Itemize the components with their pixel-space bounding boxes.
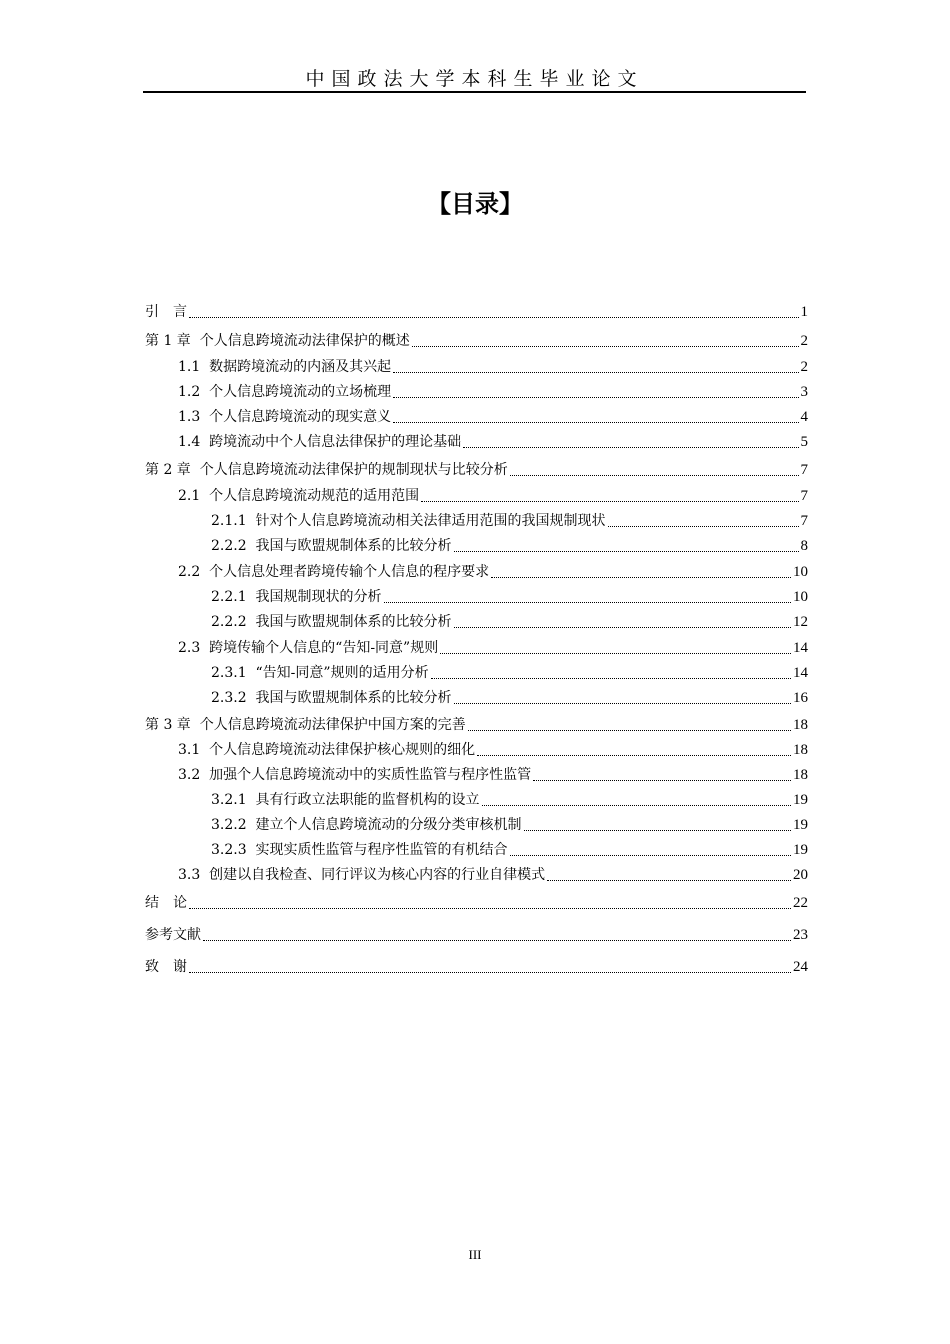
toc-leader-dots: [477, 755, 791, 756]
toc-entry-label: 第 2 章 个人信息跨境流动法律保护的规制现状与比较分析: [145, 462, 508, 478]
toc-leader-dots: [393, 397, 798, 398]
toc-leader-dots: [431, 678, 791, 679]
toc-entry-label: 3.3 创建以自我检查、同行评议为核心内容的行业自律模式: [178, 867, 546, 883]
toc-entry-page: 2: [800, 333, 808, 349]
toc-entry-label: 2.2.2 我国与欧盟规制体系的比较分析: [211, 538, 452, 554]
toc-leader-dots: [421, 501, 798, 502]
toc-entry-page: 20: [793, 867, 808, 883]
toc-entry-page: 18: [793, 742, 808, 758]
toc-leader-dots: [482, 805, 791, 806]
running-header: 中国政法大学本科生毕业论文: [305, 68, 644, 90]
toc-leader-dots: [510, 475, 799, 476]
toc-entry[interactable]: [145, 632, 808, 658]
toc-entry-label: 结 论: [145, 895, 187, 911]
toc-entry[interactable]: [145, 556, 808, 582]
toc-entry[interactable]: [145, 325, 808, 351]
toc-entry-label: 2.1.1 针对个人信息跨境流动相关法律适用范围的我国规制现状: [211, 513, 606, 529]
toc-entry-label: 第 1 章 个人信息跨境流动法律保护的概述: [145, 333, 410, 349]
toc-entry[interactable]: [145, 657, 808, 683]
toc-entry-page: 19: [793, 817, 808, 833]
toc-entry-page: 23: [793, 927, 808, 943]
toc-entry-label: 第 3 章 个人信息跨境流动法律保护中国方案的完善: [145, 717, 466, 733]
toc-entry-page: 1: [800, 304, 808, 320]
toc-entry[interactable]: [145, 809, 808, 835]
toc-entry-page: 19: [793, 792, 808, 808]
toc-entry[interactable]: [145, 784, 808, 810]
toc-entry-label: 2.2 个人信息处理者跨境传输个人信息的程序要求: [178, 564, 490, 580]
toc-entry-label: 1.4 跨境流动中个人信息法律保护的理论基础: [178, 434, 462, 450]
toc-entry-label: 3.2.3 实现实质性监管与程序性监管的有机结合: [211, 842, 508, 858]
toc-entry-page: 7: [800, 513, 808, 529]
toc-entry[interactable]: [145, 834, 808, 860]
toc-entry-label: 3.2.1 具有行政立法职能的监督机构的设立: [211, 792, 480, 808]
toc-entry[interactable]: [145, 351, 808, 377]
toc-entry-page: 18: [793, 767, 808, 783]
toc-entry-label: 1.2 个人信息跨境流动的立场梳理: [178, 384, 392, 400]
toc-leader-dots: [533, 780, 791, 781]
toc-leader-dots: [384, 602, 791, 603]
toc-entry[interactable]: [145, 426, 808, 452]
toc-leader-dots: [440, 653, 791, 654]
toc-leader-dots: [393, 372, 798, 373]
toc-entry-label: 2.3 跨境传输个人信息的“告知-同意”规则: [178, 640, 439, 656]
toc-entry[interactable]: [145, 951, 808, 977]
toc-entry-page: 14: [793, 665, 808, 681]
header-rule: [143, 91, 806, 93]
toc-entry[interactable]: [145, 401, 808, 427]
toc-leader-dots: [393, 422, 798, 423]
toc-entry[interactable]: [145, 734, 808, 760]
toc-entry-page: 18: [793, 717, 808, 733]
toc-leader-dots: [454, 551, 799, 552]
toc-leader-dots: [454, 627, 791, 628]
toc-entry-label: 2.2.1 我国规制现状的分析: [211, 589, 382, 605]
toc-entry-page: 3: [800, 384, 808, 400]
toc-entry-label: 2.3.2 我国与欧盟规制体系的比较分析: [211, 690, 452, 706]
toc-entry-label: 引 言: [145, 304, 187, 320]
toc-entry-label: 2.1 个人信息跨境流动规范的适用范围: [178, 488, 420, 504]
toc-entry[interactable]: [145, 859, 808, 885]
toc-leader-dots: [468, 730, 791, 731]
toc-entry-label: 3.2.2 建立个人信息跨境流动的分级分类审核机制: [211, 817, 522, 833]
toc-entry-page: 7: [800, 462, 808, 478]
toc-entry-label: 1.1 数据跨境流动的内涵及其兴起: [178, 359, 392, 375]
toc-title: 【目录】: [427, 190, 523, 218]
toc-entry[interactable]: [145, 480, 808, 506]
toc-entry[interactable]: [145, 505, 808, 531]
toc-entry[interactable]: [145, 296, 808, 322]
toc-entry[interactable]: [145, 759, 808, 785]
toc-leader-dots: [454, 703, 791, 704]
toc-entry-page: 7: [800, 488, 808, 504]
toc-entry[interactable]: [145, 454, 808, 480]
toc-entry-page: 2: [800, 359, 808, 375]
toc-entry-label: 1.3 个人信息跨境流动的现实意义: [178, 409, 392, 425]
toc-entry-page: 4: [800, 409, 808, 425]
toc-entry-page: 14: [793, 640, 808, 656]
toc-entry[interactable]: [145, 581, 808, 607]
toc-leader-dots: [524, 830, 791, 831]
toc-entry-label: 3.1 个人信息跨境流动法律保护核心规则的细化: [178, 742, 476, 758]
toc-entry[interactable]: [145, 376, 808, 402]
toc-entry[interactable]: [145, 530, 808, 556]
toc-entry-label: 致 谢: [145, 959, 187, 975]
toc-leader-dots: [189, 317, 799, 318]
toc-leader-dots: [491, 577, 791, 578]
toc-leader-dots: [608, 526, 799, 527]
toc-entry-page: 10: [793, 589, 808, 605]
toc-entry[interactable]: [145, 606, 808, 632]
toc-leader-dots: [203, 940, 791, 941]
toc-entry-page: 8: [800, 538, 808, 554]
toc-leader-dots: [510, 855, 791, 856]
toc-entry-page: 5: [800, 434, 808, 450]
toc-entry-label: 3.2 加强个人信息跨境流动中的实质性监管与程序性监管: [178, 767, 532, 783]
toc-entry-page: 12: [793, 614, 808, 630]
toc-leader-dots: [547, 880, 791, 881]
toc-entry-page: 24: [793, 959, 808, 975]
toc-entry-page: 16: [793, 690, 808, 706]
toc-entry[interactable]: [145, 887, 808, 913]
toc-entry-page: 10: [793, 564, 808, 580]
toc-leader-dots: [189, 972, 791, 973]
toc-entry-label: 参考文献: [145, 927, 201, 943]
toc-entry-label: 2.2.2 我国与欧盟规制体系的比较分析: [211, 614, 452, 630]
toc-entry-page: 19: [793, 842, 808, 858]
page-number: III: [468, 1247, 482, 1262]
toc-entry[interactable]: [145, 919, 808, 945]
toc-leader-dots: [189, 908, 791, 909]
toc-entry-label: 2.3.1 “告知-同意”规则的适用分析: [211, 665, 429, 681]
toc-leader-dots: [463, 447, 798, 448]
toc-entry[interactable]: [145, 709, 808, 735]
toc-entry-page: 22: [793, 895, 808, 911]
toc-leader-dots: [412, 346, 799, 347]
toc-entry[interactable]: [145, 682, 808, 708]
